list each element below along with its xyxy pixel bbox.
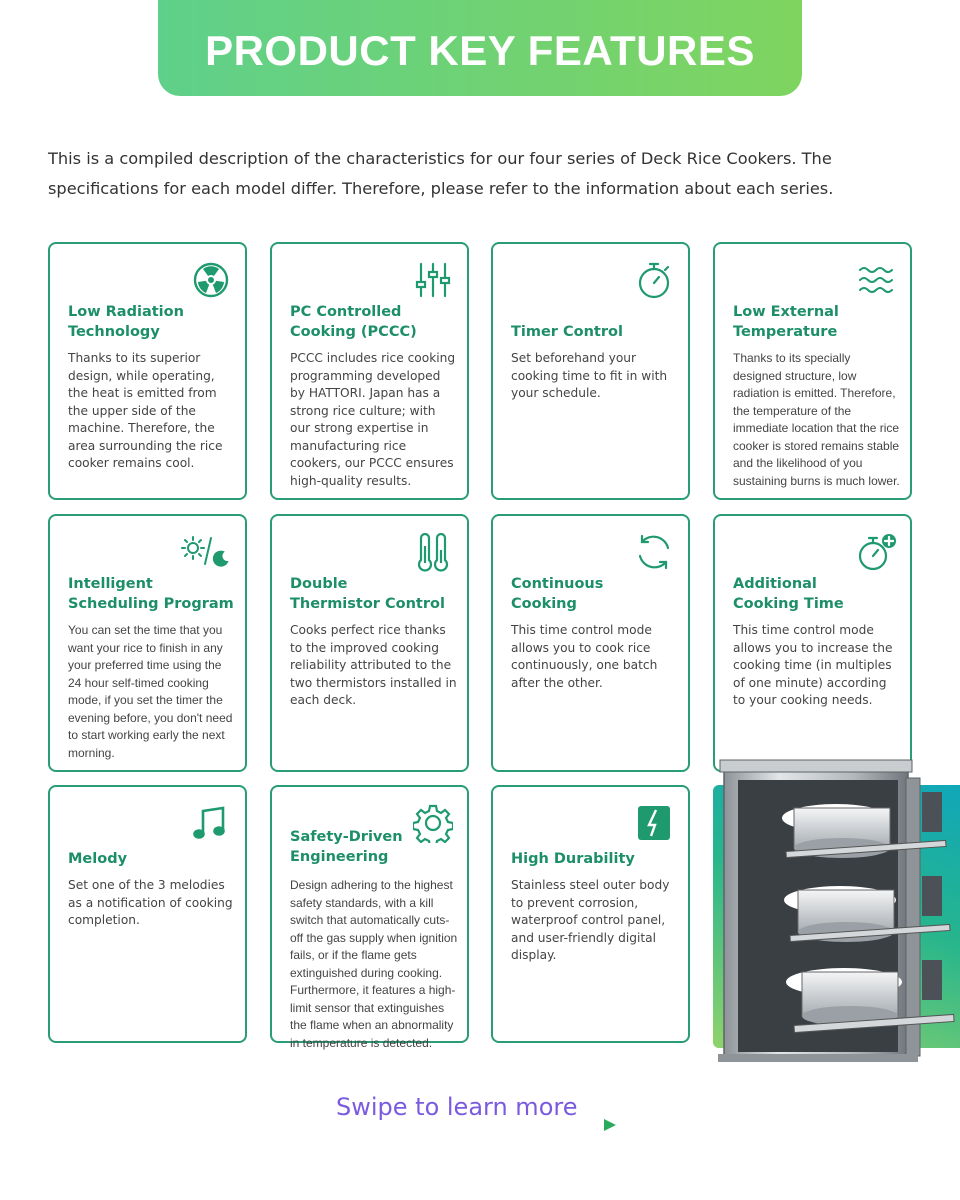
feature-description: PCCC includes rice cooking programming developed by HATTORI. Japan has a strong rice culture; with our strong expertise in manufacturing rice cookers, our PCCC ensures high-quality results.: [290, 351, 456, 488]
feature-title: Timer Control: [511, 324, 623, 340]
feature-description: Stainless steel outer body to prevent corrosion, waterproof control panel, and user-friendly digital display.: [511, 878, 670, 962]
feature-card: [491, 242, 690, 500]
waves-icon: [856, 260, 896, 300]
feature-title: Low Radiation Technology: [68, 304, 184, 340]
feature-card: [491, 785, 690, 1043]
feature-title: High Durability: [511, 851, 635, 867]
feature-title: Double Thermistor Control: [290, 576, 445, 612]
feature-description: Thanks to its specially designed structure, low radiation is emitted. Therefore, the temperature of the immediate location that the rice cooker is stored remains stable and the likelihood of you sustaining burns is much lower.: [733, 351, 900, 488]
feature-description: Set one of the 3 melodies as a notification of cooking completion.: [68, 878, 233, 927]
feature-title: Additional Cooking Time: [733, 576, 844, 612]
stopwatch-icon: [634, 260, 674, 300]
intro-text: This is a compiled description of the characteristics for our four series of Deck Rice Cookers. The specifications for each model differ. Therefore, please refer to the information about each series.: [48, 149, 834, 198]
feature-title: Melody: [68, 851, 128, 867]
feature-card: [270, 785, 469, 1050]
feature-description: Thanks to its superior design, while operating, the heat is emitted from the upper side of the machine. Therefore, the area surrounding the rice cooker remains cool.: [68, 351, 223, 470]
feature-card: [270, 514, 469, 772]
feature-description: This time control mode allows you to cook rice continuously, one batch after the other.: [511, 623, 658, 690]
feature-card: [48, 514, 247, 772]
sun-moon-icon: [181, 532, 229, 572]
swipe-hint[interactable]: Swipe to learn more: [336, 1093, 578, 1121]
thermometers-icon: [413, 532, 453, 572]
feature-description: Design adhering to the highest safety standards, with a kill switch that automatically cuts-off the gas supply when ignition fails, or if the flame gets extinguished during cooking. Furthermore, it features a high-limit sensor that extinguishes the flame when an abnormality in temperature is detected.: [290, 878, 458, 1050]
feature-card: [48, 242, 247, 500]
feature-title: Continuous Cooking: [511, 576, 604, 612]
feature-card: [713, 242, 912, 500]
feature-title: Low External Temperature: [733, 304, 839, 340]
feature-card: [48, 785, 247, 1043]
feature-title: PC Controlled Cooking (PCCC): [290, 304, 417, 340]
feature-card: [270, 242, 469, 500]
page-title: PRODUCT KEY FEATURES: [205, 27, 755, 74]
feature-title: Intelligent Scheduling Program: [68, 576, 234, 612]
feature-description: You can set the time that you want your rice to finish in any your preferred time using the 24 hour self-timed cooking mode, if you set the timer the evening before, you don't need to start working early the next morning.: [68, 623, 233, 760]
feature-card: [491, 514, 690, 772]
feature-card: [713, 514, 912, 772]
feature-title: Safety-Driven Engineering: [290, 829, 403, 865]
durability-icon: [634, 803, 674, 843]
feature-description: This time control mode allows you to increase the cooking time (in multiples of one minute) according to your cooking needs.: [733, 623, 893, 707]
sliders-icon: [413, 260, 453, 300]
feature-description: Cooks perfect rice thanks to the improved cooking reliability attributed to the two thermistors installed in each deck.: [290, 623, 457, 707]
arrow-right-icon: [326, 1116, 618, 1134]
rice-cooker-image: [716, 758, 960, 1076]
header-banner: [158, 0, 802, 96]
music-note-icon: [191, 803, 231, 843]
timer-plus-icon: [856, 532, 896, 572]
feature-description: Set beforehand your cooking time to fit in with your schedule.: [511, 351, 668, 400]
radiation-icon: [191, 260, 231, 300]
refresh-icon: [634, 532, 674, 572]
